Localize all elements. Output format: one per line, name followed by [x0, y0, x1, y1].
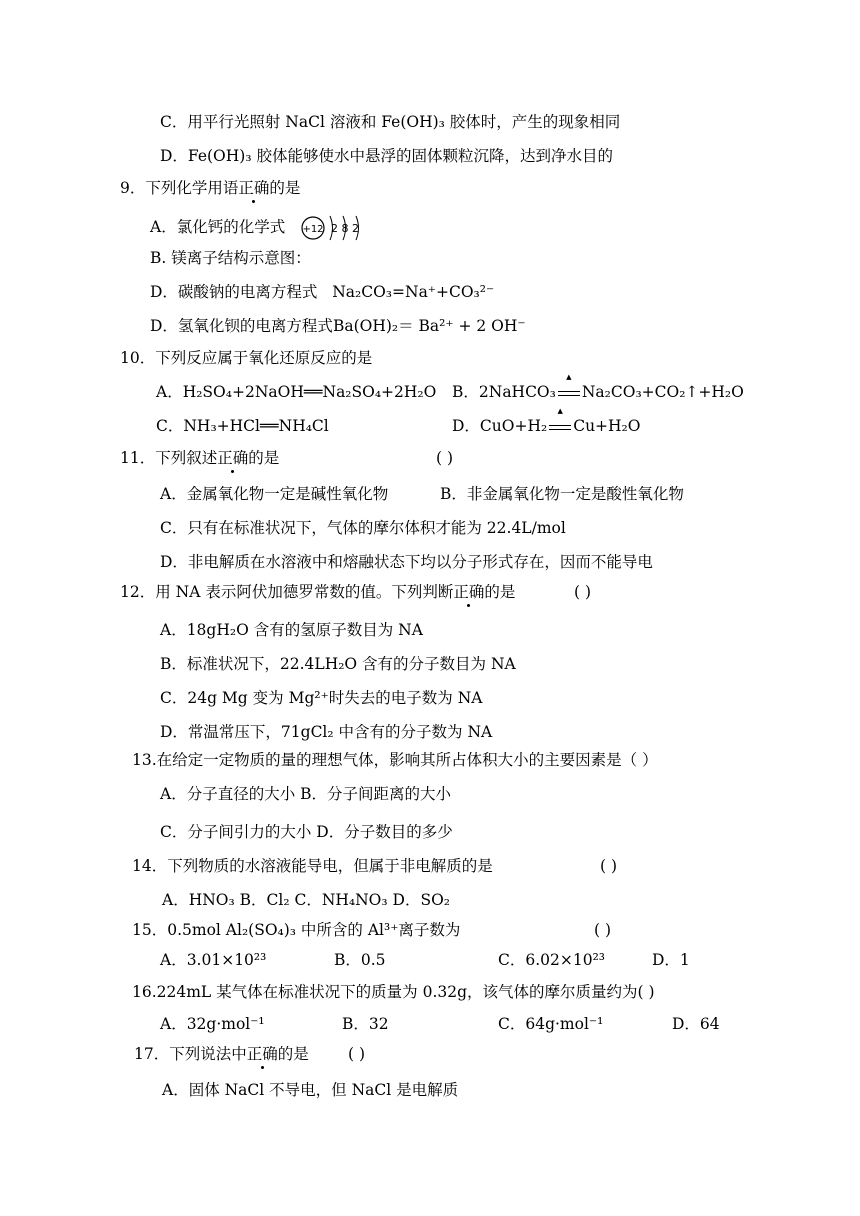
- q11-option-a: A．金属氧化物一定是碱性氧化物: [160, 485, 389, 503]
- q13-stem: 13.在给定一定物质的量的理想气体，影响其所占体积大小的主要因素是（ ）: [132, 751, 658, 769]
- q17-option-a: A．固体 NaCl 不导电，但 NaCl 是电解质: [162, 1081, 459, 1099]
- q16-option-d: D．64: [672, 1015, 720, 1033]
- heat-condition-sign: ▲: [556, 382, 582, 402]
- q16-stem: 16.224mL 某气体在标准状况下的质量为 0.32g，该气体的摩尔质量约为( ): [132, 983, 655, 1001]
- q12-stem: 12．用 NA 表示阿伏加德罗常数的值。下列判断正确的是: [120, 583, 516, 601]
- q14-stem: 14．下列物质的水溶液能导电，但属于非电解质的是: [132, 857, 493, 875]
- q12-option-d: D．常温常压下，71gCl₂ 中含有的分子数为 NA: [160, 723, 493, 741]
- q10-option-a: A．H₂SO₄+2NaOH══Na₂SO₄+2H₂O: [156, 383, 437, 401]
- q10-option-b: B．2NaHCO₃ ▲ Na₂CO₃+CO₂↑+H₂O: [452, 373, 744, 401]
- q10-option-c: C．NH₃+HCl══NH₄Cl: [156, 417, 329, 435]
- q15-option-d: D．1: [652, 951, 690, 969]
- q8-option-d: D．Fe(OH)₃ 胶体能够使水中悬浮的固体颗粒沉降，达到净水目的: [160, 147, 613, 165]
- atom-structure-diagram: [300, 212, 372, 244]
- q15-option-b: B．0.5: [334, 951, 386, 969]
- q12-option-c: C．24g Mg 变为 Mg²⁺时失去的电子数为 NA: [160, 689, 483, 707]
- q16-option-b: B．32: [342, 1015, 389, 1033]
- q16-option-c: C．64g·mol⁻¹: [498, 1015, 604, 1033]
- q11-answer-paren: ( ): [436, 449, 454, 467]
- q16-option-a: A．32g·mol⁻¹: [160, 1015, 265, 1033]
- q12-option-a: A．18gH₂O 含有的氢原子数目为 NA: [160, 621, 423, 639]
- nucleus-label: +12: [302, 224, 324, 235]
- q17-answer-paren: ( ): [348, 1045, 366, 1063]
- q9-option-c: D．碳酸钠的电离方程式 Na₂CO₃=Na⁺+CO₃²⁻: [150, 283, 495, 301]
- q15-option-c: C．6.02×10²³: [498, 951, 606, 969]
- q14-options: A．HNO₃ B．Cl₂ C．NH₄NO₃ D．SO₂: [162, 891, 450, 909]
- q13-options-cd: C．分子间引力的大小 D．分子数目的多少: [160, 823, 453, 841]
- q15-answer-paren: ( ): [594, 921, 612, 939]
- q10-stem: 10．下列反应属于氧化还原反应的是: [120, 349, 373, 367]
- q11-option-d: D．非电解质在水溶液中和熔融状态下均以分子形式存在，因而不能导电: [160, 553, 653, 571]
- q8-option-c: C．用平行光照射 NaCl 溶液和 Fe(OH)₃ 胶体时，产生的现象相同: [160, 113, 621, 131]
- q10-option-d: D．CuO+H₂ ▲ Cu+H₂O: [452, 407, 641, 435]
- heat-condition-sign: ▲: [547, 416, 573, 436]
- q17-stem: 17．下列说法中正确的是: [134, 1045, 309, 1063]
- q11-option-c: C．只有在标准状况下，气体的摩尔体积才能为 22.4L/mol: [160, 519, 566, 537]
- q9-stem: 9．下列化学用语正确的是: [120, 179, 301, 197]
- q9-option-b: B. 镁离子结构示意图：: [150, 249, 311, 267]
- q11-stem: 11．下列叙述正确的是: [120, 449, 280, 467]
- q11-option-b: B．非金属氧化物一定是酸性氧化物: [440, 485, 684, 503]
- q12-answer-paren: ( ): [574, 583, 592, 601]
- q9-option-a: A．氯化钙的化学式 +12 2 8 2: [150, 212, 372, 244]
- q9-option-d: D．氢氧化钡的电离方程式Ba(OH)₂＝ Ba²⁺ + 2 OH⁻: [150, 317, 526, 335]
- q13-options-ab: A．分子直径的大小 B．分子间距离的大小: [160, 785, 452, 803]
- q15-stem: 15．0.5mol Al₂(SO₄)₃ 中所含的 Al³⁺离子数为: [132, 921, 461, 939]
- q12-option-b: B．标准状况下，22.4LH₂O 含有的分子数目为 NA: [160, 655, 516, 673]
- q15-option-a: A．3.01×10²³: [160, 951, 267, 969]
- shell-electrons: 2 8 2: [331, 222, 360, 235]
- q14-answer-paren: ( ): [600, 857, 618, 875]
